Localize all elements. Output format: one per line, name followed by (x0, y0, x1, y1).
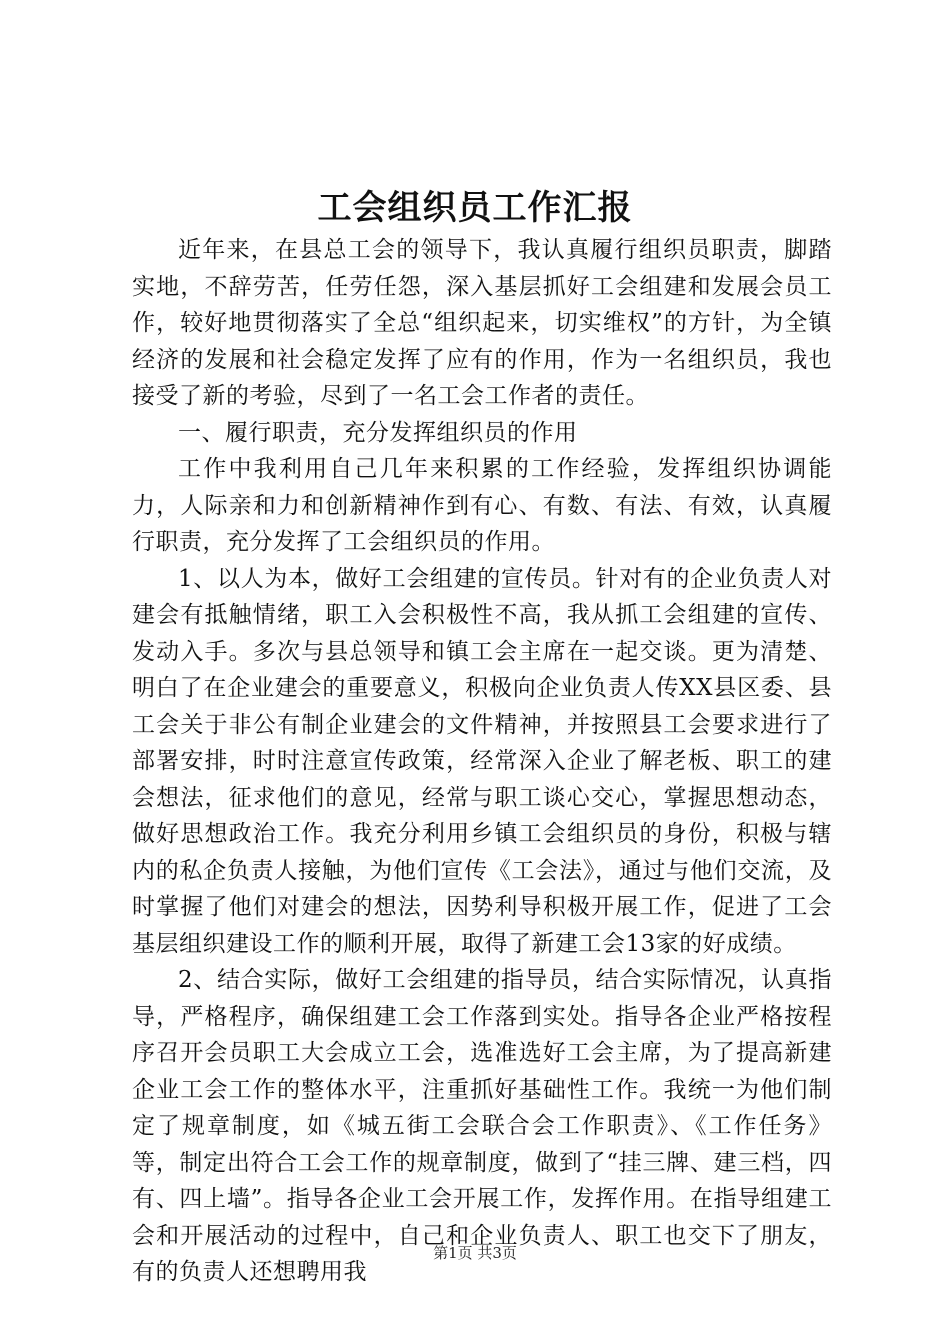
paragraph-intro: 近年来，在县总工会的领导下，我认真履行组织员职责，脚踏实地，不辞劳苦，任劳任怨，深入基层抓好工会组建和发展会员工作，较好地贯彻落实了全总“组织起来，切实维权”的方针，为全镇经济的发展和社会稳定发挥了应有的作用，作为一名组织员，我也接受了新的考验，尽到了一名工会工作者的责任。 (132, 237, 832, 409)
section-heading-1: 一、履行职责，充分发挥组织员的作用 (178, 419, 578, 446)
document-title: 工会组织员工作汇报 (317, 188, 633, 228)
paragraph-point-2: 2、结合实际，做好工会组建的指导员，结合实际情况，认真指导，严格程序，确保组建工会工作落到实处。指导各企业严格按程序召开会员职工大会成立工会，选准选好工会主席，为了提高新建企业工会工作的整体水平，注重抓好基础性工作。我统一为他们制定了规章制度，如《城五街工会联合会工作职责》、《工作任务》等，制定出符合工会工作的规章制度，做到了“挂三牌、建三档，四有、四上墙”。指导各企业工会开展工作，发挥作用。在指导组建工会和开展活动的过程中，自己和企业负责人、职工也交下了朋友，有的负责人还想聘用我 (132, 967, 832, 1285)
document-body (132, 232, 832, 1291)
paragraph-section-1-intro: 工作中我利用自己几年来积累的工作经验，发挥组织协调能力，人际亲和力和创新精神作到有心、有数、有法、有效，认真履行职责，充分发挥了工会组织员的作用。 (132, 456, 832, 555)
page-indicator: 第1页 共3页 (433, 1244, 517, 1262)
paragraph-point-1: 1、以人为本，做好工会组建的宣传员。针对有的企业负责人对建会有抵触情绪，职工入会积极性不高，我从抓工会组建的宣传、发动入手。多次与县总领导和镇工会主席在一起交谈。更为清楚、明白了在企业建会的重要意义，积极向企业负责人传XX县区委、县工会关于非公有制企业建会的文件精神，并按照县工会要求进行了部署安排，时时注意宣传政策，经常深入企业了解老板、职工的建会想法，征求他们的意见，经常与职工谈心交心，掌握思想动态，做好思想政治工作。我充分利用乡镇工会组织员的身份，积极与辖内的私企负责人接触，为他们宣传《工会法》，通过与他们交流，及时掌握了他们对建会的想法，因势利导积极开展工作，促进了工会基层组织建设工作的顺利开展，取得了新建工会13家的好成绩。 (132, 565, 832, 957)
